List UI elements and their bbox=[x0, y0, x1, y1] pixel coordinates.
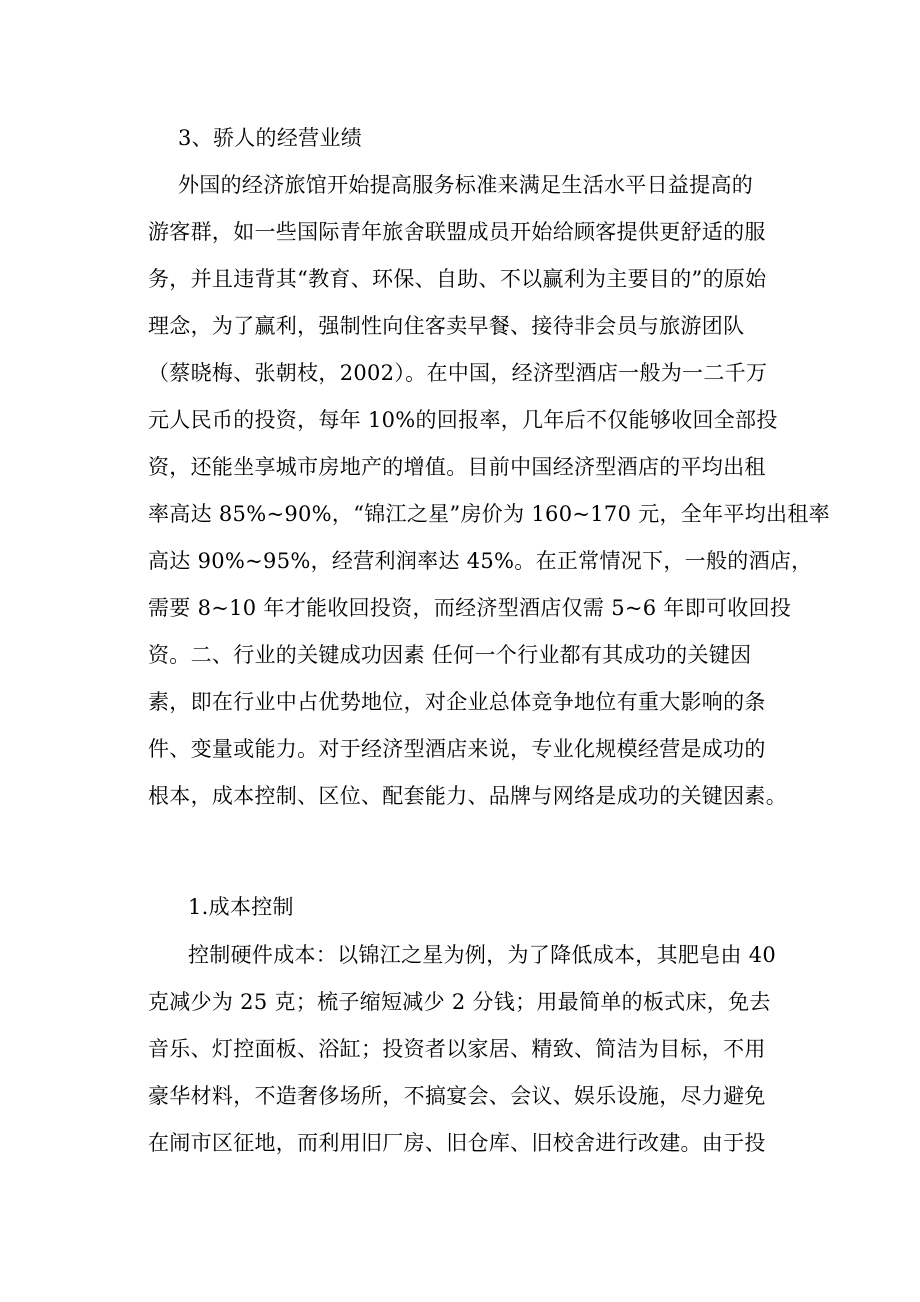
paragraph-line: 游客群，如一些国际青年旅舍联盟成员开始给顾客提供更舒适的服 bbox=[148, 220, 766, 244]
paragraph-line: 理念，为了赢利，强制性向住客卖早餐、接待非会员与旅游团队 bbox=[148, 314, 745, 338]
paragraph-line: （蔡晓梅、张朝枝，2002）。在中国，经济型酒店一般为一二千万 bbox=[148, 361, 768, 385]
paragraph-line: 素，即在行业中占优势地位，对企业总体竞争地位有重大影响的条 bbox=[148, 690, 766, 714]
paragraph-line: 资，还能坐享城市房地产的增值。目前中国经济型酒店的平均出租 bbox=[148, 455, 766, 479]
paragraph-line: 控制硬件成本：以锦江之星为例，为了降低成本，其肥皂由 40 bbox=[188, 943, 777, 967]
paragraph-line: 外国的经济旅馆开始提高服务标准来满足生活水平日益提高的 bbox=[178, 173, 754, 197]
paragraph-line: 率高达 85%~90%，“锦江之星”房价为 160~170 元，全年平均出租率 bbox=[148, 502, 830, 526]
paragraph-line: 在闹市区征地，而利用旧厂房、旧仓库、旧校舍进行改建。由于投 bbox=[148, 1131, 766, 1155]
paragraph-line: 高达 90%~95%，经营利润率达 45%。在正常情况下，一般的酒店， bbox=[148, 549, 813, 573]
paragraph-line: 根本，成本控制、区位、配套能力、品牌与网络是成功的关键因素。 bbox=[148, 784, 787, 808]
section-heading-business-performance: 3、骄人的经营业绩 bbox=[178, 126, 363, 150]
paragraph-line: 元人民币的投资，每年 10%的回报率，几年后不仅能够收回全部投 bbox=[148, 408, 778, 432]
paragraph-line: 克减少为 25 克；梳子缩短减少 2 分钱；用最简单的板式床，免去 bbox=[148, 990, 771, 1014]
paragraph-line: 音乐、灯控面板、浴缸；投资者以家居、精致、简洁为目标，不用 bbox=[148, 1037, 766, 1061]
paragraph-line: 务，并且违背其“教育、环保、自助、不以赢利为主要目的”的原始 bbox=[148, 267, 767, 291]
section-heading-cost-control: 1.成本控制 bbox=[188, 895, 294, 919]
paragraph-line: 豪华材料，不造奢侈场所，不搞宴会、会议、娱乐设施，尽力避免 bbox=[148, 1084, 766, 1108]
paragraph-line: 资。二、行业的关键成功因素 任何一个行业都有其成功的关键因 bbox=[148, 643, 752, 667]
paragraph-line: 需要 8~10 年才能收回投资，而经济型酒店仅需 5~6 年即可收回投 bbox=[148, 596, 792, 620]
paragraph-line: 件、变量或能力。对于经济型酒店来说，专业化规模经营是成功的 bbox=[148, 737, 766, 761]
